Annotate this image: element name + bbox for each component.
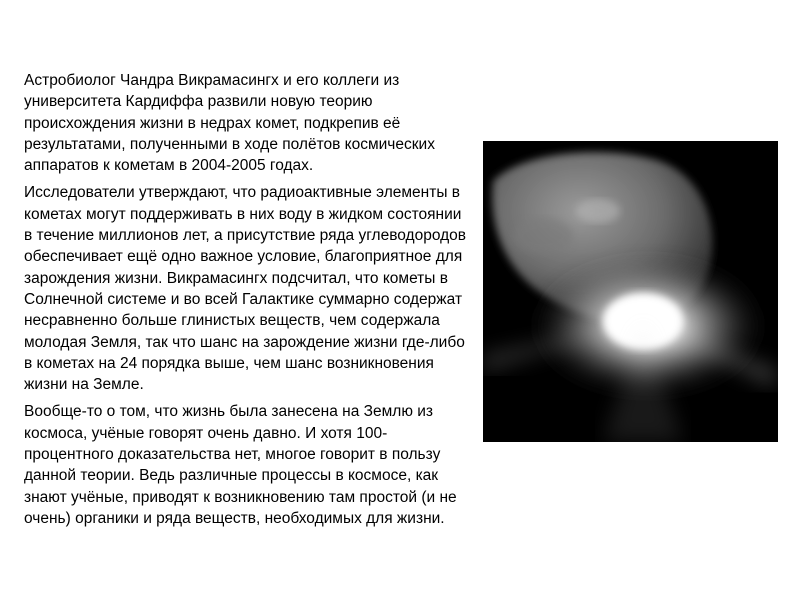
paragraph-2: Исследователи утверждают, что радиоактивные элементы в кометах могут поддерживать в них воду в жидком состоянии в течение миллионов лет, а присутствие ряда углеводородов обеспечивает ещё одно важное условие, благоприятное для зарождения жизни. Викрамасингх подсчитал, что кометы в Солнечной системе и во всей Галактике суммарно содержат несравненно больше глинистых веществ, чем содержала молодая Земля, так что шанс на зарождение жизни где-либо в кометах на 24 порядка выше, чем шанс возникновения жизни на Земле.	[24, 184, 466, 394]
comet-photo	[483, 141, 778, 442]
paragraph-3: Вообще-то о том, что жизнь была занесена на Землю из космоса, учёные говорят очень давно. И хотя 100-процентного доказательства нет, многое говорит в пользу данной теории. Ведь различные процессы в космосе, как знают учёные, приводят к возникновению там простой (и не очень) органики и ряда веществ, необходимых для жизни.	[24, 403, 457, 527]
paragraph-1: Астробиолог Чандра Викрамасингх и его коллеги из университета Кардиффа развили новую теорию происхождения жизни в недрах комет, подкрепив её результатами, полученными в ходе полётов космических аппаратов к кометам в 2004-2005 годах.	[24, 72, 435, 175]
comet-nucleus-image	[483, 141, 778, 442]
article-text	[24, 70, 468, 535]
